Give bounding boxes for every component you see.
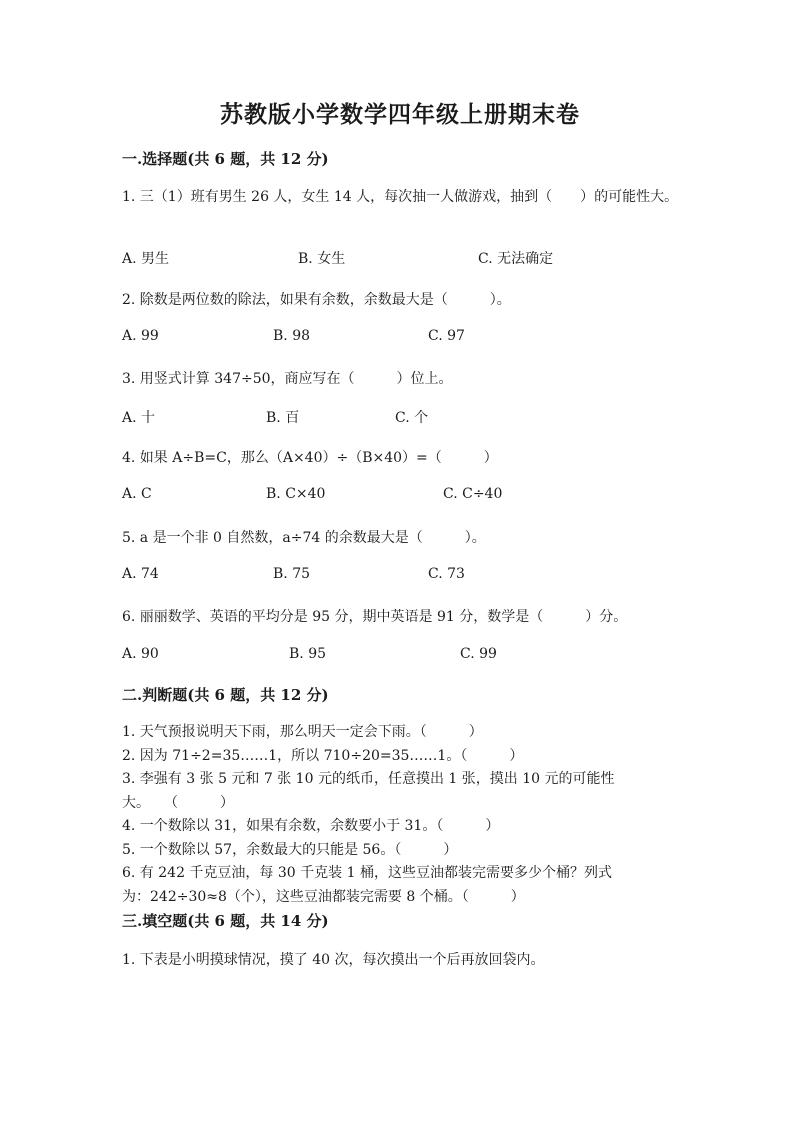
choice-1-option-b: B. 女生 xyxy=(298,251,346,267)
choice-question-4: 4. 如果 A÷B=C，那么（A×40）÷（B×40）=（ ） xyxy=(122,450,498,466)
choice-2-option-a: A. 99 xyxy=(122,328,159,344)
exam-title: 苏教版小学数学四年级上册期末卷 xyxy=(220,101,580,128)
choice-3-option-b: B. 百 xyxy=(266,410,300,426)
judge-line-4: 4. 一个数除以 31，如果有余数，余数要小于 31。（ ） xyxy=(122,818,500,834)
choice-2-option-c: C. 97 xyxy=(428,328,465,344)
choice-5-option-b: B. 75 xyxy=(273,566,311,582)
judge-line-2: 2. 因为 71÷2=35……1，所以 710÷20=35……1。（ ） xyxy=(122,747,524,764)
choice-6-option-a: A. 90 xyxy=(122,646,159,662)
judge-line-6-cont: 为：242÷30≈8（个），这些豆油都装完需要 8 个桶。（ ） xyxy=(122,888,525,905)
choice-question-3: 3. 用竖式计算 347÷50，商应写在（ ）位上。 xyxy=(122,371,453,387)
judge-line-3-cont: 大。 （ ） xyxy=(122,794,234,811)
judge-line-5: 5. 一个数除以 57，余数最大的只能是 56。（ ） xyxy=(122,841,458,858)
choice-1-option-c: C. 无法确定 xyxy=(478,251,554,267)
fill-question-1: 1. 下表是小明摸球情况，摸了 40 次，每次摸出一个后再放回袋内。 xyxy=(122,952,545,968)
judge-line-6: 6. 有 242 千克豆油，每 30 千克装 1 桶，这些豆油都装完需要多少个桶？列式 xyxy=(122,865,612,881)
choice-question-6: 6. 丽丽数学、英语的平均分是 95 分，期中英语是 91 分，数学是（ ）分。 xyxy=(122,609,628,625)
judge-line-3: 3. 李强有 3 张 5 元和 7 张 10 元的纸币，任意摸出 1 张，摸出 10 元的可能性 xyxy=(122,771,615,787)
choice-4-option-a: A. C xyxy=(122,486,152,502)
section-judge-heading: 二.判断题(共 6 题，共 12 分) xyxy=(122,686,329,704)
choice-5-option-c: C. 73 xyxy=(428,566,465,582)
choice-6-option-b: B. 95 xyxy=(289,646,327,662)
choice-question-2: 2. 除数是两位数的除法，如果有余数，余数最大是（ ）。 xyxy=(122,292,511,308)
section-choice-heading: 一.选择题(共 6 题，共 12 分) xyxy=(122,150,329,168)
choice-1-option-a: A. 男生 xyxy=(122,251,170,267)
choice-3-option-a: A. 十 xyxy=(122,410,156,426)
choice-6-option-c: C. 99 xyxy=(460,646,497,662)
section-fill-heading: 三.填空题(共 6 题，共 14 分) xyxy=(122,912,329,930)
choice-question-1: 1. 三（1）班有男生 26 人，女生 14 人，每次抽一人做游戏，抽到（ ）的可能性大。 xyxy=(122,189,679,205)
choice-2-option-b: B. 98 xyxy=(273,328,311,344)
choice-4-option-c: C. C÷40 xyxy=(443,486,503,502)
choice-5-option-a: A. 74 xyxy=(122,566,159,582)
choice-4-option-b: B. C×40 xyxy=(266,486,326,502)
judge-line-1: 1. 天气预报说明天下雨，那么明天一定会下雨。（ ） xyxy=(122,724,483,740)
judge-list xyxy=(122,721,682,909)
choice-3-option-c: C. 个 xyxy=(395,410,429,426)
choice-question-5: 5. a 是一个非 0 自然数，a÷74 的余数最大是（ ）。 xyxy=(122,530,486,546)
